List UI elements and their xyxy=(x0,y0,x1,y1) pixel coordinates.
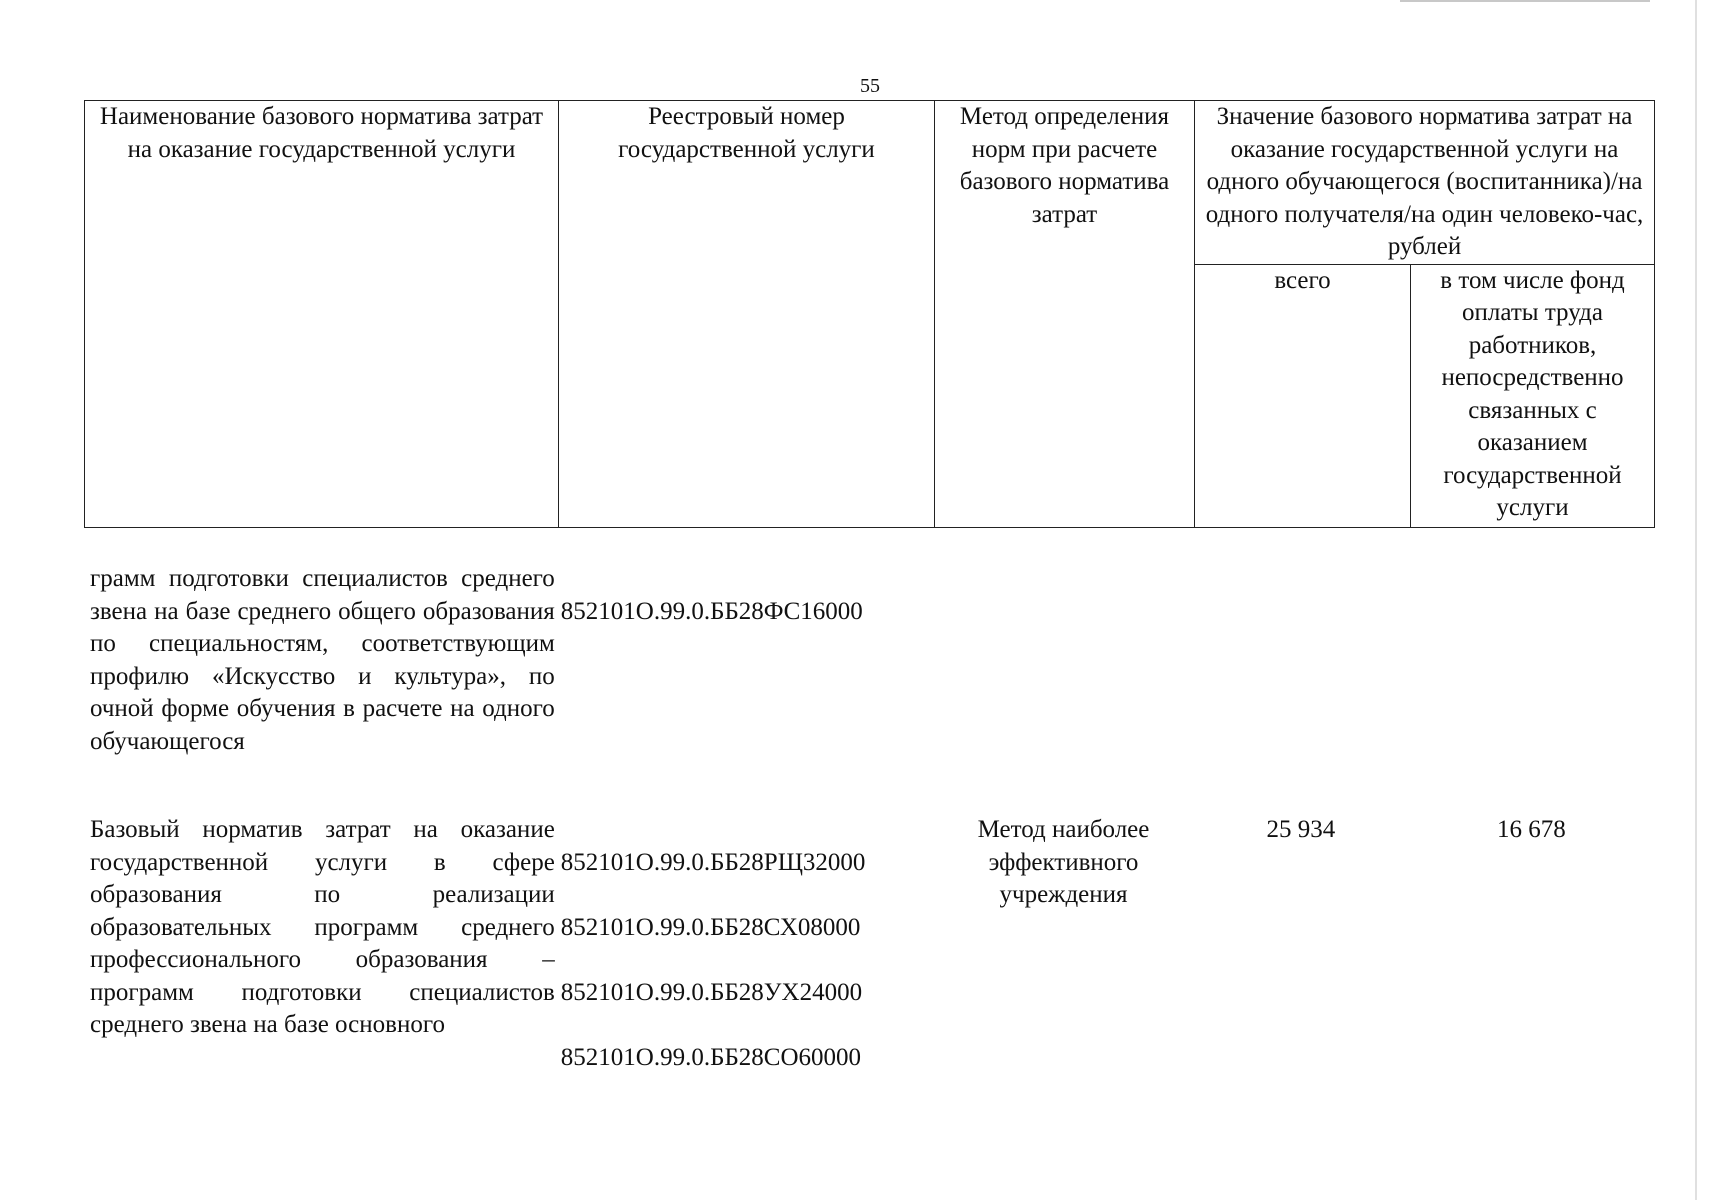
registry-code: 852101О.99.0.ББ28СХ08000 xyxy=(560,913,861,941)
row-codes xyxy=(559,810,934,1107)
header-registry-number: Реестровый номер государственной услуги xyxy=(559,101,935,528)
table-header xyxy=(84,100,1655,528)
row-wage-fund: 16 678 xyxy=(1496,816,1566,843)
row-codes xyxy=(559,559,934,758)
header-total: всего xyxy=(1195,264,1411,527)
scan-page-edge xyxy=(1695,0,1697,1200)
registry-code: 852101О.99.0.ББ28СО60000 xyxy=(560,1043,862,1071)
row-wage-fund xyxy=(1409,559,1654,758)
header-method: Метод определения норм при расчете базового норматива затрат xyxy=(935,101,1195,528)
header-wage-fund: в том числе фонд оплаты труда работников, непосредственно связанных с оказанием государственной услуги xyxy=(1411,264,1655,527)
page-number: 55 xyxy=(860,75,880,97)
row-name: Базовый норматив затрат на оказание государственной услуги в сфере образования по реализации образовательных программ среднего профессионального образования – программ подготовки специалистов среднего звена на базе основного xyxy=(90,816,555,1038)
table-row xyxy=(84,559,1654,758)
row-name: грамм подготовки специалистов среднего звена на базе среднего общего образования по специальностям, соответствующим профилю «Искусство и культура», по очной форме обучения в расчете на одного обучающегося xyxy=(90,565,555,755)
row-method: Метод наиболее эффективного учреждения xyxy=(977,816,1150,908)
registry-code: 852101О.99.0.ББ28УХ24000 xyxy=(560,978,863,1006)
header-value: Значение базового норматива затрат на оказание государственной услуги на одного обучающегося (воспитанника)/на одного получателя/на один человеко-час, рублей xyxy=(1195,101,1655,265)
row-total xyxy=(1193,559,1408,758)
table-body xyxy=(84,559,1654,1107)
scan-top-line xyxy=(1400,0,1650,2)
header-name: Наименование базового норматива затрат на оказание государственной услуги xyxy=(85,101,559,528)
table-row xyxy=(84,810,1654,1107)
registry-code: 852101О.99.0.ББ28РЩ32000 xyxy=(560,848,866,876)
registry-code: 852101О.99.0.ББ28ФС16000 xyxy=(560,597,863,625)
row-total: 25 934 xyxy=(1266,816,1336,843)
row-method xyxy=(934,559,1193,758)
